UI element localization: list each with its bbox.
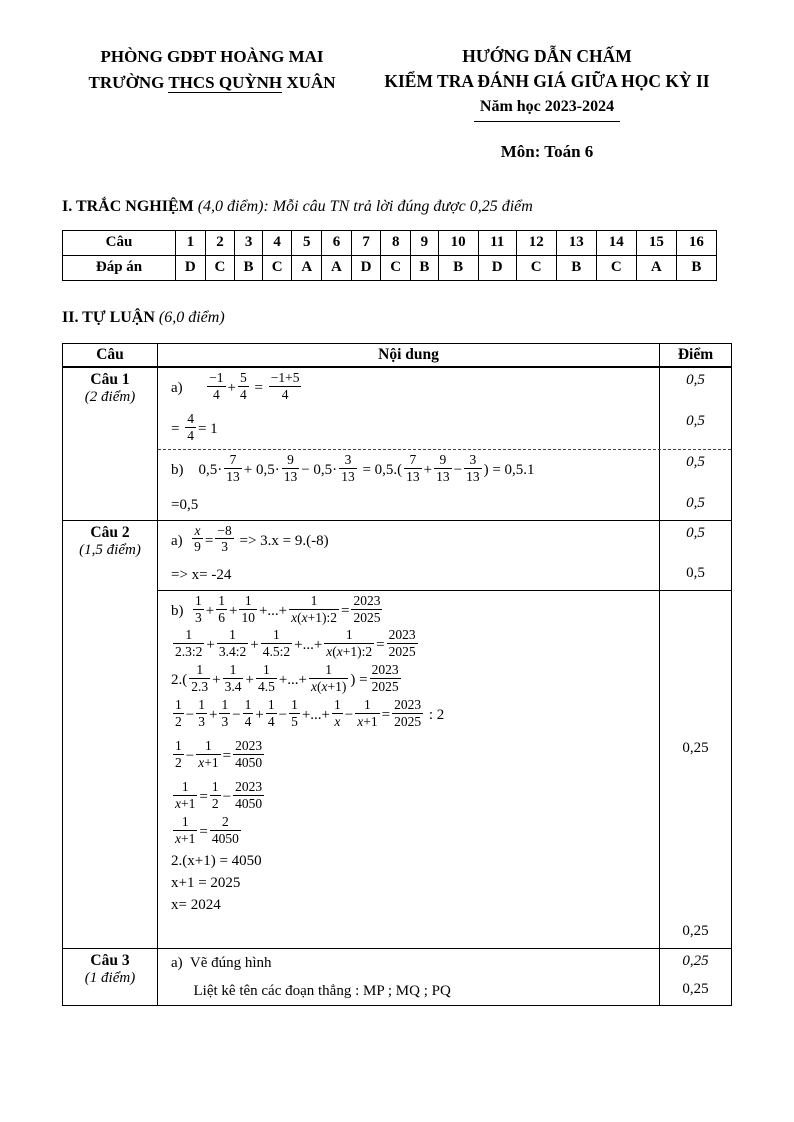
score-cell: 0,25	[659, 919, 731, 947]
fraction	[196, 697, 207, 730]
answer-cell: B	[235, 255, 263, 280]
answer-cell: C	[205, 255, 235, 280]
solution-line-group	[158, 591, 731, 736]
fraction-denominator: 4	[187, 427, 194, 443]
question-number-cell: 9	[411, 230, 439, 255]
answer-table-number-row	[63, 230, 717, 255]
math-line: $\frac{1}{x+1}$ = $\frac{2}{4050}$	[175, 813, 239, 846]
fraction-denominator: 4	[244, 714, 252, 730]
math-variable: x	[175, 830, 181, 846]
fraction	[217, 627, 248, 660]
fraction-denominator: 13	[226, 469, 240, 485]
fraction-denominator: 4050	[211, 830, 239, 846]
fraction-numerator: −8	[217, 522, 232, 538]
fraction	[185, 411, 196, 444]
answer-cell: B	[556, 255, 596, 280]
section-1-title: I. TRẮC NGHIỆM	[62, 197, 194, 215]
fraction-numerator: 2023	[371, 662, 399, 678]
fraction-denominator: 4.5	[257, 679, 275, 695]
header-noi-dung: Nội dung	[378, 345, 439, 363]
fraction-denominator: 3.4	[224, 679, 242, 695]
fraction	[192, 523, 203, 556]
multiple-choice-answer-table	[62, 230, 717, 281]
question-label: Câu 3	[90, 951, 130, 969]
fraction	[193, 593, 204, 626]
score-cell: 0,25	[659, 736, 731, 777]
fraction-numerator: 1	[267, 697, 275, 713]
fraction-numerator: 2023	[388, 627, 416, 643]
solution-lines	[158, 919, 659, 947]
fraction-denominator: 2	[175, 754, 182, 770]
fraction-numerator: −1	[209, 369, 224, 385]
math-line: b) $\frac{1}{3}$ + $\frac{1}{6}$ + $\frac{1}{10}$ +...+ $\frac{1}{x(x+1):2}$ = $\frac{2023}{2025}$	[171, 592, 381, 625]
fraction	[216, 593, 227, 626]
fraction	[239, 593, 257, 626]
fraction-numerator: 3	[469, 452, 477, 468]
section-2-subtitle: (6,0 điểm)	[154, 308, 225, 326]
math-variable: x	[336, 644, 343, 660]
solution-line-group	[158, 949, 731, 977]
fraction-denominator: 2	[211, 795, 219, 811]
fraction-denominator: 10	[241, 609, 255, 625]
section-2-heading	[62, 309, 732, 327]
question-number-cell: 7	[351, 230, 381, 255]
question-label-cell	[63, 521, 158, 948]
math-line: $\frac{1}{x+1}$ = $\frac{1}{2}$ − $\frac{2023}{4050}$	[175, 778, 263, 811]
math-line: = $\frac{4}{4}$ = 1	[171, 410, 218, 443]
fraction-denominator: 2.3:2	[175, 644, 203, 660]
score-cell: 0,25	[659, 949, 731, 977]
fraction-denominator: x+1	[357, 714, 378, 730]
fraction	[189, 662, 210, 695]
question-number-cell: 13	[556, 230, 596, 255]
fraction-denominator: 4	[269, 386, 302, 403]
header-left-block	[62, 44, 362, 162]
fraction-numerator: 1	[218, 592, 225, 608]
solution-subrow	[158, 949, 731, 1006]
fraction-numerator	[192, 523, 203, 539]
fraction	[173, 697, 184, 730]
math-line: a) $\frac{-1}{4}$ + $\frac{5}{4}$ = $\frac{-1+5}{4}$	[171, 369, 300, 402]
school-year-text: Năm học 2023-2024	[474, 98, 620, 122]
fraction	[224, 452, 242, 485]
fraction	[404, 452, 422, 485]
score-cell: 0,5	[659, 409, 731, 450]
fraction	[173, 627, 204, 660]
fraction-numerator: 1	[334, 697, 341, 713]
solution-line-group	[158, 736, 731, 777]
question-label-cell	[63, 368, 158, 520]
solution-line-group	[158, 368, 731, 409]
section-2-title: II. TỰ LUẬN	[62, 308, 155, 326]
question-number-cell: 10	[438, 230, 478, 255]
fraction-denominator: 4	[207, 386, 225, 403]
question-number-cell: 16	[676, 230, 716, 255]
question-number-cell: 4	[262, 230, 292, 255]
fraction-numerator: 1	[364, 697, 371, 713]
header-cau: Câu	[63, 344, 158, 366]
math-variable: x	[321, 679, 328, 695]
math-variable: x	[175, 795, 181, 811]
solution-subrow	[158, 368, 731, 450]
fraction-denominator: x(x+1):2	[326, 644, 373, 660]
question-number-cell: 11	[478, 230, 516, 255]
fraction-numerator: 1	[221, 697, 229, 713]
question-number-cell: 14	[596, 230, 636, 255]
fraction	[289, 697, 300, 730]
math-variable: x	[301, 609, 308, 625]
math-line: x+1 = 2025	[171, 874, 241, 891]
essay-table-header	[63, 344, 731, 367]
fraction	[207, 370, 225, 403]
fraction	[339, 452, 357, 485]
answer-cell: C	[516, 255, 556, 280]
solution-line-group	[158, 977, 731, 1005]
answer-table-answer-row	[63, 255, 717, 280]
fraction-numerator: 2	[221, 813, 229, 829]
answer-cell: D	[351, 255, 381, 280]
fraction-numerator: 1	[195, 592, 202, 608]
fraction-numerator: 1	[181, 813, 189, 829]
solution-line-group	[158, 491, 731, 519]
question-points: (1,5 điểm)	[79, 541, 141, 558]
math-variable: x	[326, 644, 333, 660]
fraction-numerator: 4	[187, 410, 194, 426]
school-name	[62, 70, 362, 96]
fraction-denominator: 2025	[353, 609, 381, 625]
math-variable: x	[194, 522, 201, 538]
question-points: (1 điểm)	[84, 969, 136, 986]
solution-lines	[158, 736, 659, 777]
fraction-numerator: 1	[310, 592, 318, 608]
fraction-numerator: 1	[244, 697, 252, 713]
fraction	[355, 697, 379, 730]
fraction-denominator: 3	[198, 714, 205, 730]
exam-title: KIỂM TRA ĐÁNH GIÁ GIỮA HỌC KỲ II	[384, 71, 710, 92]
fraction-numerator: 1	[229, 662, 237, 678]
math-line: =0,5	[171, 497, 199, 514]
fraction	[219, 697, 230, 730]
solution-lines	[158, 561, 659, 589]
solution-subrow	[158, 590, 731, 948]
math-line: $\frac{1}{2.3:2}$ + $\frac{1}{3.4:2}$ + $\frac{1}{4.5:2}$ +...+ $\frac{1}{x(x+1):2}$ = $\frac{2023}{2025}$	[175, 627, 416, 660]
fraction-numerator: 9	[287, 452, 294, 468]
solution-line-group	[158, 450, 731, 491]
math-line: $\frac{1}{2}$ − $\frac{1}{3}$ + $\frac{1}{3}$ − $\frac{1}{4}$ + $\frac{1}{4}$ − $\frac{1}{5}$ +...+ $\frac{1}{x}$ − $\frac{1}{x+1}$ = $\frac{2023}{2025}$ : 2	[175, 697, 445, 730]
score-cell: 0,5	[659, 521, 731, 562]
solution-line-group	[158, 919, 731, 947]
math-line: x= 2024	[171, 897, 221, 914]
fraction-numerator: 2023	[353, 592, 381, 608]
fraction-denominator: 2025	[388, 644, 416, 660]
fraction-numerator: 1	[205, 738, 212, 753]
fraction	[173, 779, 197, 812]
score-cell	[659, 777, 731, 919]
solution-lines	[158, 977, 659, 1005]
fraction-numerator: 1	[229, 627, 236, 643]
fraction-numerator: 9	[439, 452, 447, 468]
fraction	[196, 738, 220, 771]
essay-grading-table	[62, 343, 732, 1006]
question-number-cell: 6	[322, 230, 352, 255]
solution-subrow	[158, 521, 731, 590]
fraction-denominator: x(x+1)	[310, 679, 347, 695]
fraction-numerator: 7	[409, 452, 417, 468]
math-line: 2.(x+1) = 4050	[171, 852, 262, 869]
fraction	[387, 627, 418, 660]
fraction-numerator: 1	[325, 662, 333, 678]
question-row	[63, 367, 731, 520]
fraction-denominator: 4	[240, 386, 247, 402]
fraction-denominator: 13	[406, 469, 420, 485]
fraction-denominator: x(x+1):2	[291, 609, 337, 625]
math-line: b) 0,5· $\frac{7}{13}$ + 0,5· $\frac{9}{13}$ − 0,5· $\frac{3}{13}$ = 0,5.( $\frac{7}{13}$ + $\frac{9}{13}$ − $\frac{3}{13}$ ) = 0,5.1	[171, 452, 535, 485]
section-1-subtitle: (4,0 điểm): Mỗi câu TN trả lời đúng được 0,25 điểm	[193, 197, 533, 215]
answer-cell: B	[676, 255, 716, 280]
fraction-numerator: 2023	[235, 738, 263, 753]
score-cell	[659, 591, 731, 736]
fraction-numerator: 1	[196, 662, 204, 678]
fraction-denominator: x+1	[175, 830, 196, 846]
fraction	[233, 779, 264, 812]
answer-cell: C	[596, 255, 636, 280]
subject-line: Môn: Toán 6	[500, 141, 594, 161]
fraction	[173, 738, 184, 771]
fraction	[309, 662, 348, 695]
answer-cell: B	[438, 255, 478, 280]
fraction-denominator: 13	[466, 469, 480, 485]
answer-cell: A	[292, 255, 322, 280]
math-variable: x	[198, 754, 205, 770]
fraction-numerator: 1	[211, 778, 219, 794]
fraction-numerator: 1	[263, 662, 270, 678]
math-variable: x	[357, 714, 364, 730]
fraction-numerator: 5	[240, 369, 247, 385]
fraction-denominator	[332, 713, 343, 730]
question-content	[158, 949, 731, 1006]
score-cell: 0,5	[659, 368, 731, 409]
fraction-denominator: 3	[221, 714, 229, 730]
fraction-numerator: −1+5	[270, 369, 300, 385]
fraction	[464, 452, 482, 485]
math-variable: x	[310, 679, 317, 695]
solution-line-group	[158, 561, 731, 589]
fraction-denominator: 2025	[394, 714, 422, 730]
school-name-underlined: THCS QUỲNH	[168, 72, 283, 92]
fraction-numerator: 1	[345, 627, 353, 643]
fraction	[173, 814, 197, 847]
math-line: a) $\frac{x}{9}$ = $\frac{-8}{3}$ => 3.x = 9.(-8)	[171, 522, 329, 555]
fraction-numerator: 7	[229, 452, 237, 468]
section-1-heading	[62, 198, 732, 216]
score-cell: 0,5	[659, 450, 731, 491]
fraction	[210, 779, 221, 812]
fraction	[233, 738, 264, 771]
fraction-numerator: 3	[344, 452, 352, 468]
fraction-numerator: 1	[198, 697, 205, 713]
fraction-denominator: 2.3	[191, 679, 209, 695]
answer-cell: D	[176, 255, 206, 280]
fraction-denominator: 13	[341, 469, 355, 485]
fraction	[261, 627, 292, 660]
question-number-cell: 5	[292, 230, 322, 255]
fraction-denominator: 9	[194, 539, 201, 555]
department-name: PHÒNG GDĐT HOÀNG MAI	[100, 47, 324, 66]
question-number-cell: 2	[205, 230, 235, 255]
fraction	[289, 593, 339, 626]
solution-lines	[158, 949, 659, 977]
score-cell: 0,25	[659, 977, 731, 1005]
fraction-numerator: 2023	[235, 778, 263, 794]
math-line: $\frac{1}{2}$ − $\frac{1}{x+1}$ = $\frac{2023}{4050}$	[175, 738, 263, 770]
question-label: Câu 1	[90, 370, 130, 388]
fraction-denominator: 4	[267, 714, 275, 730]
answer-cell: A	[636, 255, 676, 280]
fraction	[282, 452, 300, 485]
fraction-denominator: 3.4:2	[218, 644, 247, 660]
solution-line-group	[158, 777, 731, 919]
question-number-cell: 3	[235, 230, 263, 255]
fraction	[324, 627, 374, 660]
question-row	[63, 520, 731, 948]
question-content	[158, 521, 731, 948]
answer-table-question-label: Câu	[63, 230, 176, 255]
answer-cell: C	[262, 255, 292, 280]
solution-lines	[158, 521, 659, 562]
question-label-cell	[63, 949, 158, 1006]
fraction-denominator: 4.5:2	[262, 644, 291, 660]
fraction-denominator: 6	[218, 609, 225, 625]
question-number-cell: 15	[636, 230, 676, 255]
solution-lines	[158, 491, 659, 519]
fraction-denominator: 4050	[235, 795, 263, 811]
math-line: 2.( $\frac{1}{2.3}$ + $\frac{1}{3.4}$ + $\frac{1}{4.5}$ +...+ $\frac{1}{x(x+1)}$ ) = $\frac{2023}{2025}$	[171, 662, 399, 695]
fraction-denominator: x+1	[198, 754, 219, 770]
fraction	[332, 697, 343, 730]
fraction-numerator: 1	[291, 697, 298, 713]
school-name-suffix: XUÂN	[282, 72, 336, 92]
solution-subrow	[158, 449, 731, 519]
solution-lines	[158, 368, 659, 409]
header-right-block	[362, 44, 732, 162]
document-title: HƯỚNG DẪN CHẤM	[462, 46, 632, 66]
fraction-denominator: 13	[283, 469, 298, 485]
fraction-denominator: 2	[175, 714, 182, 730]
fraction	[266, 697, 277, 730]
fraction-numerator: 1	[181, 778, 189, 794]
solution-line-group	[158, 409, 731, 450]
fraction-denominator: 4050	[235, 754, 263, 770]
question-number-cell: 8	[381, 230, 411, 255]
answer-table-answer-label: Đáp án	[63, 255, 176, 280]
fraction	[223, 662, 244, 695]
fraction-numerator: 2023	[394, 697, 422, 713]
answer-cell: D	[478, 255, 516, 280]
solution-lines	[158, 450, 659, 491]
school-name-prefix: TRƯỜNG	[88, 72, 169, 92]
fraction	[210, 814, 241, 847]
answer-cell: B	[411, 255, 439, 280]
question-number-cell: 1	[176, 230, 206, 255]
fraction-numerator: 1	[175, 697, 182, 713]
fraction-denominator: 3	[195, 609, 202, 625]
fraction-denominator: 13	[436, 469, 450, 485]
math-variable: x	[291, 609, 298, 625]
school-year	[362, 98, 732, 122]
fraction	[269, 370, 302, 403]
fraction-denominator: 3	[215, 538, 233, 555]
question-number-cell: 12	[516, 230, 556, 255]
fraction-numerator: 1	[185, 627, 193, 643]
answer-cell: A	[322, 255, 352, 280]
fraction	[370, 662, 401, 695]
solution-lines	[158, 409, 659, 450]
score-cell: 0,5	[659, 561, 731, 589]
fraction	[392, 697, 423, 730]
fraction	[238, 370, 249, 403]
header-diem: Điểm	[659, 344, 731, 366]
math-line: => x= -24	[171, 567, 232, 584]
fraction	[243, 697, 254, 730]
solution-lines	[158, 591, 659, 736]
fraction-denominator: 5	[291, 714, 298, 730]
question-row	[63, 948, 731, 1006]
math-line: Liệt kê tên các đoạn thẳng : MP ; MQ ; PQ	[171, 982, 451, 999]
math-variable: x	[334, 714, 341, 730]
fraction	[351, 593, 382, 626]
question-points: (2 điểm)	[84, 388, 136, 405]
fraction	[215, 523, 233, 556]
fraction-denominator: 2025	[371, 679, 399, 695]
answer-cell: C	[381, 255, 411, 280]
fraction-numerator: 1	[273, 627, 280, 643]
score-cell: 0,5	[659, 491, 731, 519]
fraction-denominator: x+1	[175, 795, 196, 811]
solution-lines	[158, 777, 659, 919]
fraction-numerator: 1	[244, 592, 252, 608]
math-line: a) Vẽ đúng hình	[171, 954, 272, 971]
question-label: Câu 2	[90, 523, 130, 541]
document-header	[62, 44, 732, 162]
fraction	[256, 662, 277, 695]
solution-line-group	[158, 521, 731, 562]
math-line	[171, 922, 653, 944]
fraction	[434, 452, 452, 485]
fraction-numerator: 1	[175, 738, 182, 753]
question-content	[158, 368, 731, 520]
